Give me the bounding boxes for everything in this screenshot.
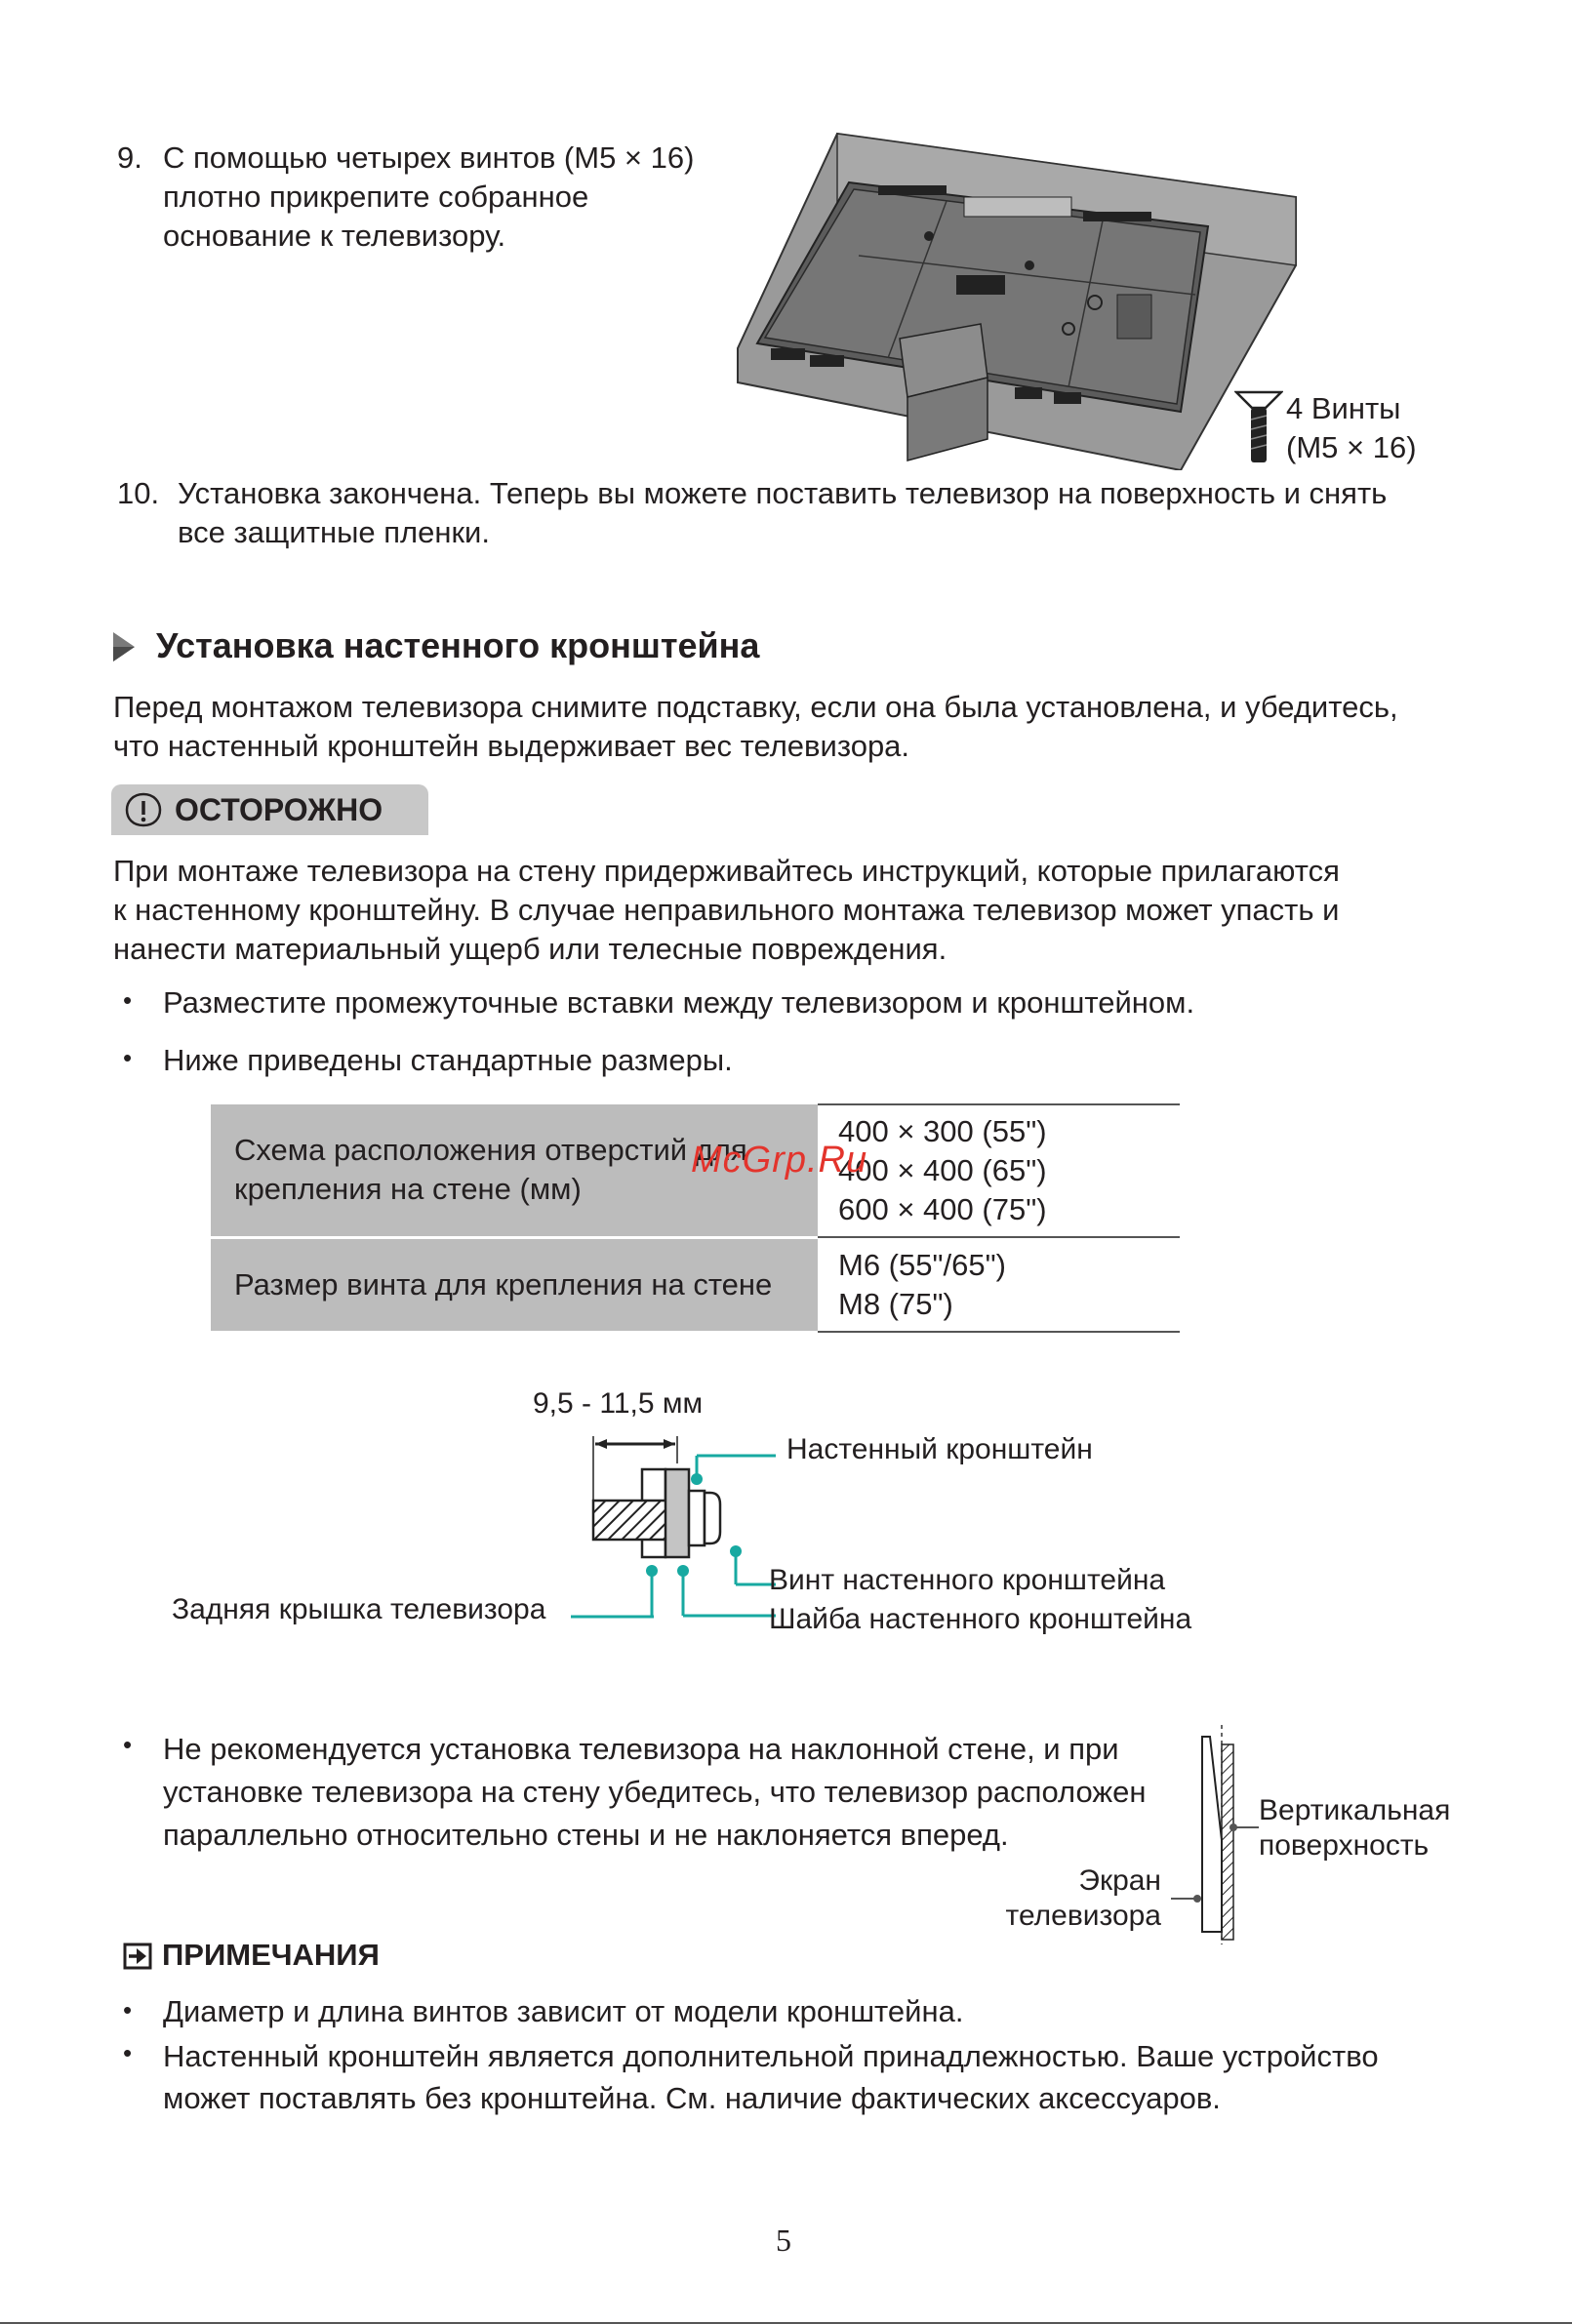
screws-label — [1286, 389, 1417, 467]
bullet-item: Ниже приведены стандартные размеры. — [163, 1043, 733, 1077]
tilt-warning-text — [163, 1728, 1146, 1857]
bullet-dot: • — [123, 2038, 133, 2067]
bracket-washer-label: Шайба настенного кронштейна — [769, 1603, 1192, 1635]
tilt-warning-line: параллельно относительно стены и не наклоняется вперед. — [163, 1818, 1009, 1852]
bullet-dot: • — [123, 1995, 133, 2024]
bullet-dot: • — [123, 985, 133, 1015]
section-triangle-icon — [113, 632, 137, 661]
caution-line: к настенному кронштейну. В случае неправильного монтажа телевизор может упасть и — [113, 893, 1340, 927]
page-number: 5 — [776, 2223, 791, 2258]
table-key-line: Размер винта для крепления на стене — [234, 1266, 773, 1302]
tv-back-cover-label: Задняя крышка телевизора — [172, 1593, 546, 1625]
tilt-warning-line: Не рекомендуется установка телевизора на наклонной стене, и при — [163, 1732, 1119, 1766]
wall-parallel-diagram — [1171, 1725, 1259, 1944]
watermark: McGrp.Ru — [691, 1140, 868, 1181]
step-9-line: С помощью четырех винтов (M5 × 16) — [163, 140, 695, 175]
note-line: Настенный кронштейн является дополнительной принадлежностью. Ваше устройство — [163, 2039, 1379, 2073]
vertical-surface-label — [1259, 1793, 1450, 1863]
vertical-surface-line: Вертикальная — [1259, 1794, 1451, 1826]
bullet-dot: • — [123, 1043, 133, 1072]
section-intro-line: что настенный кронштейн выдерживает вес телевизора. — [113, 729, 910, 763]
section-intro — [113, 688, 1398, 766]
note-item — [163, 2035, 1379, 2119]
tv-screen-line: Экран — [1078, 1864, 1161, 1897]
step-10-number: 10. — [117, 476, 160, 510]
table-value-line: M8 (75") — [838, 1286, 953, 1321]
section-title: Установка настенного кронштейна — [156, 625, 760, 665]
bracket-screw-label: Винт настенного кронштейна — [769, 1564, 1166, 1596]
screws-size: (M5 × 16) — [1286, 430, 1417, 464]
tv-screen-line: телевизора — [1005, 1900, 1161, 1932]
table-key-cell — [211, 1237, 818, 1332]
tv-back-illustration — [732, 129, 1308, 470]
table-value-cell — [818, 1237, 1180, 1332]
bullet-dot: • — [123, 1730, 133, 1759]
dimension-label: 9,5 - 11,5 мм — [533, 1387, 704, 1420]
tilt-warning-line: установке телевизора на стену убедитесь, что телевизор расположен — [163, 1775, 1147, 1809]
caution-line: При монтаже телевизора на стену придерживайтесь инструкций, которые прилагаются — [113, 854, 1340, 888]
table-value-cell — [818, 1104, 1180, 1237]
caution-icon — [125, 792, 162, 827]
screw-icon — [1234, 390, 1283, 466]
caution-text — [113, 852, 1340, 969]
table-value-line: 600 × 400 (75") — [838, 1192, 1047, 1226]
step-10-line: Установка закончена. Теперь вы можете поставить телевизор на поверхность и снять — [178, 476, 1388, 510]
step-9-line: плотно прикрепите собранное — [163, 180, 589, 214]
table-key-line: крепления на стене (мм) — [234, 1172, 582, 1207]
caution-line: нанести материальный ущерб или телесные повреждения. — [113, 932, 947, 966]
wall-bracket-label: Настенный кронштейн — [786, 1433, 1093, 1465]
table-value-line: M6 (55"/65") — [838, 1247, 1006, 1282]
notes-label: ПРИМЕЧАНИЯ — [162, 1938, 380, 1972]
caution-label: ОСТОРОЖНО — [175, 792, 383, 827]
wall-mount-spec-table — [211, 1103, 1180, 1334]
table-row — [211, 1237, 1180, 1332]
note-item — [163, 1992, 963, 2031]
caution-badge — [111, 784, 428, 835]
table-value-line: 400 × 400 (65") — [838, 1153, 1047, 1187]
section-intro-line: Перед монтажом телевизора снимите подставку, если она была установлена, и убедитесь, — [113, 690, 1398, 724]
step-9-line: основание к телевизору. — [163, 219, 506, 253]
back-cover-leader-line — [571, 1614, 654, 1620]
table-key-line: Схема расположения отверстий для — [234, 1133, 747, 1168]
note-line: может поставлять без кронштейна. См. наличие фактических аксессуаров. — [163, 2081, 1221, 2115]
step-9-text — [163, 139, 694, 256]
notes-icon — [123, 1943, 152, 1970]
step-9-number: 9. — [117, 140, 142, 175]
screw-mount-diagram — [556, 1424, 781, 1629]
note-line: Диаметр и длина винтов зависит от модели кронштейна. — [163, 1994, 964, 2028]
bullet-item: Разместите промежуточные вставки между телевизором и кронштейном. — [163, 985, 1195, 1020]
step-10-line: все защитные пленки. — [178, 515, 490, 549]
vertical-surface-line: поверхность — [1259, 1829, 1430, 1862]
tv-screen-label — [986, 1863, 1161, 1934]
step-10-text — [178, 474, 1387, 552]
screws-count: 4 Винты — [1286, 391, 1401, 425]
table-value-line: 400 × 300 (55") — [838, 1114, 1047, 1148]
